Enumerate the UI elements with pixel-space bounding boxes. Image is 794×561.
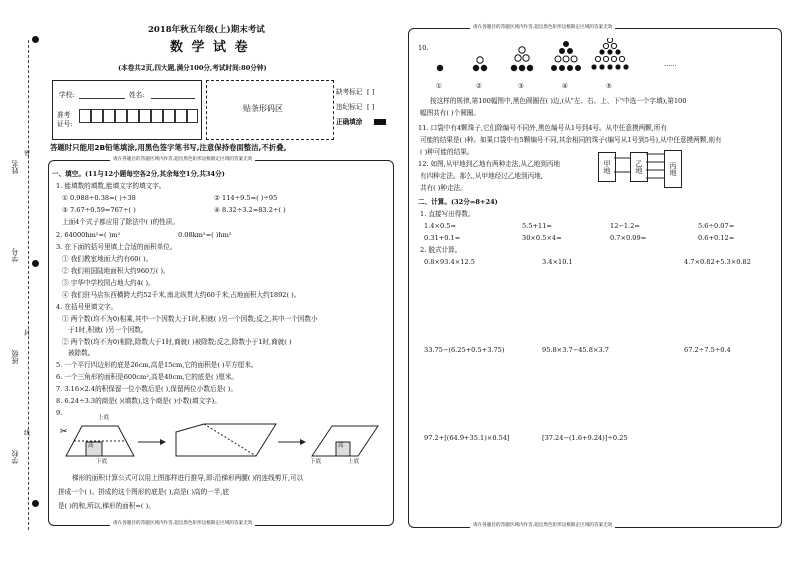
direct-item: 30×0.5×4= bbox=[522, 234, 562, 242]
question-text: 2. 64000hm²=( )m² bbox=[56, 231, 121, 239]
question-text: 5. 一个平行四边形的底是26cm,高是15cm,它的面积是( )平方厘米。 bbox=[56, 361, 258, 369]
absent-mark-label: 缺考标记 bbox=[336, 88, 363, 96]
question-text: ② 两个数(均不为0)相除,除数大于1时,商就( )被除数;反之,除数小于1时,商就( ) bbox=[62, 338, 292, 346]
route-lines bbox=[614, 150, 666, 186]
circle bbox=[559, 65, 565, 71]
step-item: [37.24−(1.6+9.24)]÷0.25 bbox=[542, 434, 628, 442]
question-text: 是( )的和,所以,梯形的面积=( )。 bbox=[58, 502, 155, 510]
circle bbox=[607, 38, 612, 43]
cut-line bbox=[204, 424, 256, 456]
side-label-class: 班级 bbox=[11, 350, 19, 364]
calc1-heading: 1. 直接写出得数。 bbox=[420, 210, 475, 218]
circle bbox=[567, 48, 573, 54]
circle bbox=[481, 65, 487, 71]
scissors-icon: ✂ bbox=[60, 427, 68, 437]
side-cut-mark: 线 bbox=[24, 430, 31, 437]
binding-hole bbox=[32, 500, 39, 507]
question-text: ( )种可能的结果。 bbox=[420, 148, 474, 156]
circle bbox=[551, 65, 557, 71]
boundary-note: 请在各题目的答题区域内作答,超出黑色矩形边框限定区域的答案无效 bbox=[110, 157, 255, 163]
circle bbox=[599, 49, 604, 54]
circle bbox=[477, 57, 483, 63]
name-field[interactable] bbox=[151, 98, 195, 99]
question-text: 拼成一个( )。拼成的这个图形的底是( ),高是( )高的一半,底 bbox=[58, 488, 229, 496]
id-digit-cell[interactable] bbox=[103, 109, 115, 123]
rotated-trapezoid bbox=[176, 424, 276, 456]
circle bbox=[603, 56, 608, 61]
question-text: 7. 3.16×2.4的积保留一位小数后是( ),保留两位小数后是( )。 bbox=[56, 385, 237, 393]
question-text: ① 0.988÷0.38=( )÷38 bbox=[62, 194, 136, 202]
place-b: 乙地 bbox=[630, 152, 648, 182]
id-digit-cell[interactable] bbox=[79, 109, 91, 123]
subject-title: 数 学 试 卷 bbox=[170, 40, 250, 55]
violation-mark-box[interactable]: [ ] bbox=[367, 103, 375, 111]
school-field[interactable] bbox=[79, 98, 125, 99]
question-text: 8. 6.24÷3.3的商是( )(填数),这个商是( )小数(填文字)。 bbox=[56, 397, 221, 405]
side-label-school: 学校 bbox=[11, 450, 19, 464]
circle bbox=[473, 65, 479, 71]
question-text: 6. 一个三角形的面积是600cm²,高是40cm,它的底是( )厘米。 bbox=[56, 373, 239, 381]
circle bbox=[511, 65, 517, 71]
circle bbox=[523, 55, 529, 61]
circle bbox=[607, 64, 612, 69]
id-digit-cell[interactable] bbox=[175, 109, 187, 123]
circle bbox=[563, 41, 569, 47]
circle bbox=[619, 56, 624, 61]
dot-pattern-figure bbox=[428, 38, 648, 78]
arrow-head bbox=[160, 439, 166, 445]
calc2-heading: 2. 脱式计算。 bbox=[420, 246, 462, 254]
exam-info: (本卷共2页,四大题,满分100分,考试时间:80分钟) bbox=[118, 64, 267, 72]
id-digit-cell[interactable] bbox=[115, 109, 127, 123]
circle bbox=[437, 65, 443, 71]
circle bbox=[567, 65, 573, 71]
figure-number: ⑤ bbox=[606, 82, 612, 90]
question-text: ④ 8.32÷3.2=83.2÷( ) bbox=[214, 206, 286, 214]
figure-number: ① bbox=[436, 82, 442, 90]
circle bbox=[595, 56, 600, 61]
figure-number: ② bbox=[476, 82, 482, 90]
circle bbox=[515, 55, 521, 61]
correct-fill-label: 正确填涂 bbox=[336, 118, 363, 126]
direct-item: 0.31+0.1= bbox=[424, 234, 461, 242]
fig-label: 下底 bbox=[310, 459, 322, 465]
boundary-note: 请在各题目的答题区域内作答,超出黑色矩形边框限定区域的答案无效 bbox=[470, 523, 615, 529]
figure-number: ③ bbox=[518, 82, 524, 90]
step-item: 0.8×93.4×12.5 bbox=[424, 258, 475, 266]
part2-heading: 二、计算。(32分=8+24) bbox=[418, 198, 498, 206]
question-text: 11. 口袋中有4颗珠子,它们除编号不同外,黑色编号从1号到4号。从中任意摸两颗,所有 bbox=[418, 124, 668, 132]
binding-hole bbox=[32, 260, 39, 267]
step-item: 95.8×3.7−45.8×3.7 bbox=[542, 346, 609, 354]
question-text: ③ 宇华中学校园占地大约4( )。 bbox=[62, 279, 155, 287]
question-number: 10. bbox=[418, 44, 429, 52]
question-text: 梯形的面积计算公式可以用上图那样进行推导,即:沿梯形两腰( )的连线剪开,可以 bbox=[72, 474, 304, 482]
figure-number: ④ bbox=[562, 82, 568, 90]
question-text: ① 我们教室地面大约有60( )。 bbox=[62, 255, 153, 263]
circle bbox=[519, 65, 525, 71]
circle bbox=[519, 47, 525, 53]
candidate-info-box bbox=[52, 80, 202, 140]
question-text: 被除数。 bbox=[68, 349, 95, 357]
circle bbox=[603, 43, 608, 48]
boundary-note: 请在各题目的答题区域内作答,超出黑色矩形边框限定区域的答案无效 bbox=[110, 521, 255, 527]
question-text: 有四种走法。那么,从甲地经过乙地到丙地, bbox=[420, 172, 543, 180]
exam-title: 2018年秋五年级(上)期末考试 bbox=[148, 25, 265, 35]
part1-heading: 一、填空。(11与12小题每空各2分,其余每空1分,共34分) bbox=[52, 170, 225, 178]
circle bbox=[607, 49, 612, 54]
place-c: 丙地 bbox=[664, 150, 682, 188]
circle bbox=[615, 49, 620, 54]
name-label: 姓名: bbox=[129, 91, 145, 99]
question-text: 上面4个式子都应用了除法中( )的性质。 bbox=[62, 218, 179, 226]
id-digit-cell[interactable] bbox=[163, 109, 175, 123]
boundary-note: 请在各题目的答题区域内作答,超出黑色矩形边框限定区域的答案无效 bbox=[470, 25, 615, 31]
question-text: ③ 7.67÷0.59=767÷( ) bbox=[62, 206, 136, 214]
question-text: 9. bbox=[56, 409, 63, 417]
question-text: ④ 我们驻马店东西横跨大约52千米,南北纵贯大约60千米,占地面积大约1892( )。 bbox=[62, 291, 301, 299]
id-digit-cell[interactable] bbox=[91, 109, 103, 123]
barcode-area bbox=[206, 80, 334, 140]
fig-label: 高 bbox=[88, 443, 94, 449]
dots-ellipsis: ...... bbox=[664, 60, 677, 68]
side-label-id: 学号 bbox=[11, 248, 19, 262]
question-text: 1. 能填数的填数,能填文字的填文字。 bbox=[56, 182, 166, 190]
id-label: 准考 bbox=[57, 111, 71, 119]
direct-item: 5.5+11= bbox=[522, 222, 552, 230]
binding-line bbox=[28, 40, 29, 530]
question-text: 按这样的规律,第100幅图中,黑色圆圈在( )边,(从"左、右、上、下"中选一个字填),第100 bbox=[430, 97, 687, 105]
question-text: 共有( )种走法。 bbox=[420, 184, 467, 192]
direct-item: 0.6+0.12= bbox=[698, 234, 735, 242]
direct-item: 5.6÷0.07= bbox=[698, 222, 735, 230]
circle bbox=[599, 64, 604, 69]
circle bbox=[563, 56, 569, 62]
question-text: 可能的结果是( )种。如果口袋中有5颗编号不同,其余相同的珠子(编号从1号到5号),从中任意摸两颗,则有 bbox=[420, 136, 722, 144]
step-item: 67.2÷7.5÷0.4 bbox=[684, 346, 731, 354]
circle bbox=[611, 43, 616, 48]
circle bbox=[623, 64, 628, 69]
question-text: ② 114÷9.5=( )÷95 bbox=[214, 194, 278, 202]
question-text: ② 我们祖国陆地面积大约960万( )。 bbox=[62, 267, 170, 275]
binding-hole bbox=[32, 36, 39, 43]
circle bbox=[527, 65, 533, 71]
question-text: 幅图共有( )个圆圈。 bbox=[420, 109, 480, 117]
barcode-label: 贴条形码区 bbox=[243, 104, 283, 113]
question-text: 12. 如图,从甲地到乙地有两种走法,从乙地到丙地 bbox=[418, 160, 561, 168]
step-item: 4.7×0.82+5.3×0.82 bbox=[684, 258, 751, 266]
place-a: 甲地 bbox=[598, 152, 616, 182]
id-digit-cell[interactable] bbox=[187, 109, 198, 123]
violation-mark-label: 违纪标记 bbox=[336, 103, 363, 111]
correct-fill-sample bbox=[374, 119, 386, 125]
direct-item: 12−1.2= bbox=[610, 222, 640, 230]
direct-item: 0.7×0.09= bbox=[610, 234, 647, 242]
question-text: 4. 在括号里填文字。 bbox=[56, 303, 118, 311]
step-item: 3.4×10.1 bbox=[542, 258, 573, 266]
fig-label: 上底 bbox=[98, 415, 110, 421]
circle bbox=[571, 56, 577, 62]
id-digit-cell[interactable] bbox=[127, 109, 139, 123]
absent-mark-box[interactable]: [ ] bbox=[367, 88, 375, 96]
step-item: 33.75−(6.25+0.5+3.75) bbox=[424, 346, 505, 354]
question-text: 3. 在下面的括号里填上合适的面积单位。 bbox=[56, 243, 177, 251]
question-text: 0.08km²=( )hm² bbox=[178, 231, 232, 239]
circle bbox=[559, 48, 565, 54]
circle bbox=[575, 65, 581, 71]
instructions: 答题时只能用2B铅笔填涂,用黑色签字笔书写,注意保持卷面整洁,不折叠。 bbox=[50, 143, 291, 152]
circle bbox=[555, 56, 561, 62]
circle bbox=[611, 56, 616, 61]
id-digit-cell[interactable] bbox=[139, 109, 151, 123]
step-item: 97.2+[(64.9+35.1)×0.54] bbox=[424, 434, 510, 442]
fig-label: 上底 bbox=[348, 459, 360, 465]
id-label: 证号: bbox=[57, 120, 73, 128]
arrow-head bbox=[300, 439, 306, 445]
question-text: ① 两个数(均不为0)相乘,其中一个因数大于1时,积就( )另一个因数;反之,其中一个因数小 bbox=[62, 315, 318, 323]
side-cut-mark: 封 bbox=[24, 330, 31, 337]
side-cut-mark: 密 bbox=[24, 150, 31, 157]
fig-label: 下底 bbox=[96, 459, 108, 465]
direct-item: 1.4×0.5= bbox=[424, 222, 457, 230]
circle bbox=[615, 64, 620, 69]
id-digit-cell[interactable] bbox=[151, 109, 163, 123]
fig-label: 高 bbox=[338, 443, 344, 449]
question-text: 于1时,积就( )另一个因数。 bbox=[68, 326, 148, 334]
school-label: 学校: bbox=[59, 91, 75, 99]
circle bbox=[591, 64, 596, 69]
side-label-name: 姓名 bbox=[11, 160, 19, 174]
